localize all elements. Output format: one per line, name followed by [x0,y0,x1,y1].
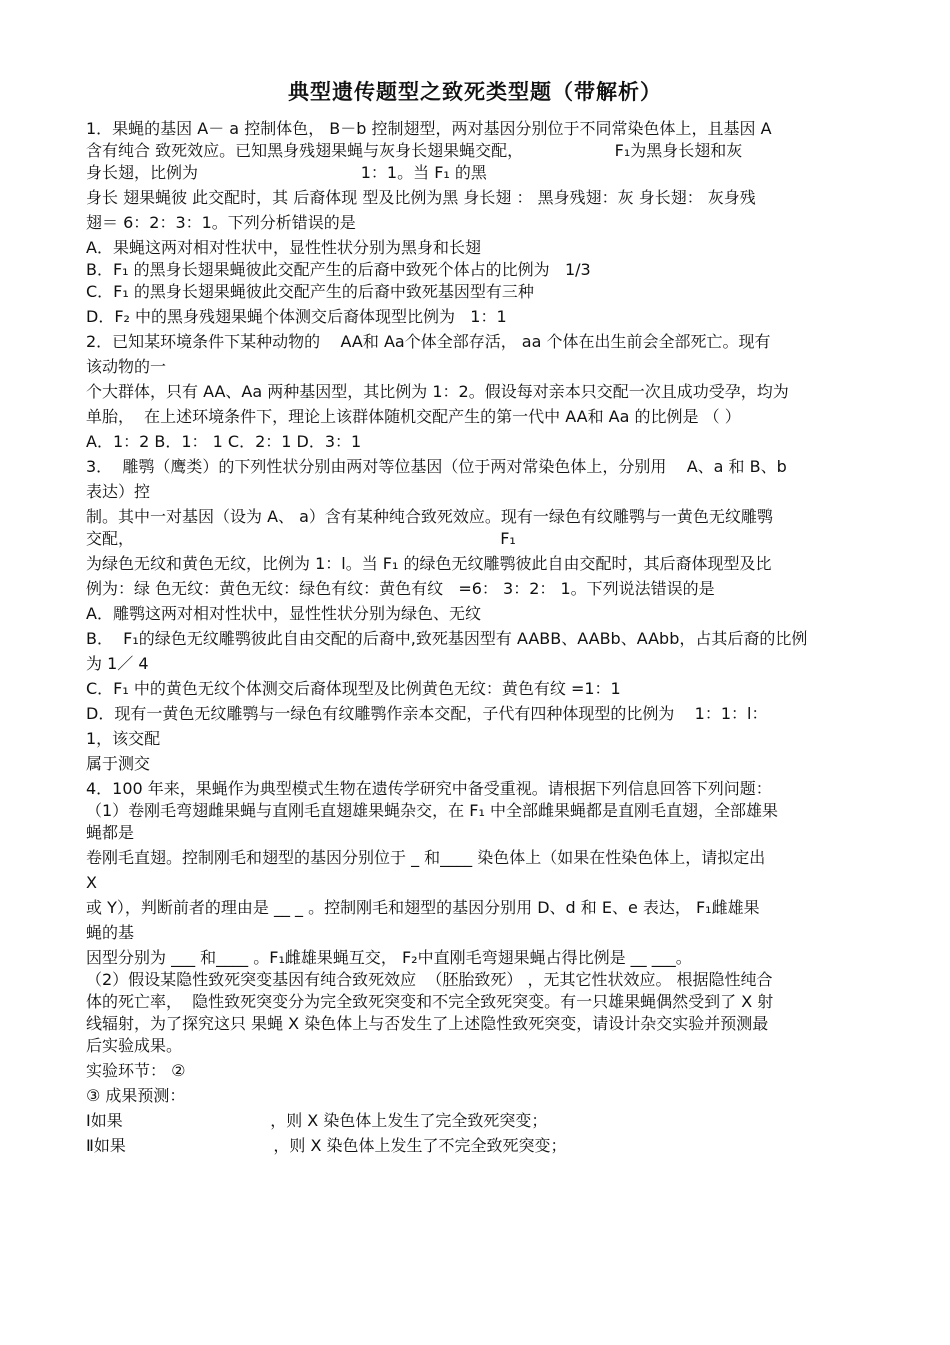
option-d: D．现有一黄色无纹雕鹗与一绿色有纹雕鹗作亲本交配，子代有四种体现型的比例为 1：1：l： [86,704,768,723]
text-line: 蝇的基 [86,923,135,942]
option-d: D．F₂ 中的黑身残翅果蝇个体测交后裔体现型比例为 1：1 [86,307,507,326]
text-line: 1．果蝇的基因 A－ a 控制体色， B－b 控制翅型，两对基因分别位于不同常染色体上，且基因 A [86,119,772,138]
text-line: 线辐射，为了探究这只 果蝇 X 染色体上与否发生了上述隐性致死突变，请设计杂交实验并预测最 [86,1014,769,1033]
text-line: 为绿色无纹和黄色无纹，比例为 1：l。当 F₁ 的绿色无纹雕鹗彼此自由交配时，其后裔体现型及比 [86,554,772,573]
text-line: 1，该交配 [86,729,161,748]
text-line: 身长翅，比例为 1：1。当 F₁ 的黑 [86,163,487,182]
options-line: A．1：2 B．1： 1 C．2：1 D．3：1 [86,432,362,451]
document-title: 典型遗传题型之致死类型题（带解析） [288,80,662,104]
text-line: 交配， F₁ [86,529,516,548]
text-line: 或 Y），判断前者的理由是 __ _ 。控制刚毛和翅型的基因分别用 D、d 和 E、e 表达， F₁雌雄果 [86,898,760,917]
text-line: 因型分别为 ___ 和____ 。F₁雌雄果蝇互交， F₂中直刚毛弯翅果蝇占得比例是 __ ___。 [86,948,692,967]
text-line: X [86,873,97,892]
text-line: 单胎， 在上述环境条件下，理论上该群体随机交配产生的第一代中 AA和 Aa 的比例是 （ ） [86,407,741,426]
text-line: 翅＝ 6：2：3：1。下列分析错误的是 [86,213,356,232]
text-line: 例为：绿 色无纹：黄色无纹：绿色有纹：黄色有纹 =6： 3：2： 1。下列说法错误的是 [86,579,715,598]
text-line: 个大群体，只有 AA、Aa 两种基因型，其比例为 1：2。假设每对亲本只交配一次且成功受孕，均为 [86,382,789,401]
text-line: ③ 成果预测： [86,1086,186,1105]
text-line: 含有纯合 致死效应。已知黑身残翅果蝇与灰身长翅果蝇交配， F₁为黑身长翅和灰 [86,141,743,160]
text-line: 3． 雕鹗（鹰类）的下列性状分别由两对等位基因（位于两对常染色体上，分别用 A、a 和 B、b [86,457,787,476]
text-line: 体的死亡率， 隐性致死突变分为完全致死突变和不完全致死突变。有一只雄果蝇偶然受到了 X 射 [86,992,774,1011]
option-c: C．F₁ 的黑身长翅果蝇彼此交配产生的后裔中致死基因型有三种 [86,282,534,301]
text-line: 该动物的一 [86,357,167,376]
option-a: A．果蝇这两对相对性状中，显性性状分别为黑身和长翅 [86,238,481,257]
document-body [86,118,876,1157]
text-line: 卷刚毛直翅。控制刚毛和翅型的基因分别位于 _ 和____ 染色体上（如果在性染色体上，请拟定出 [86,848,766,867]
text-line: 表达）控 [86,482,151,501]
text-line: Ⅰ如果 ，则 X 染色体上发生了完全致死突变； [86,1111,548,1130]
option-b: B．F₁ 的黑身长翅果蝇彼此交配产生的后裔中致死个体占的比例为 1/3 [86,260,591,279]
text-line: 为 1／ 4 [86,654,149,673]
text-line: 蝇都是 [86,823,135,842]
text-line: （2）假设某隐性致死突变基因有纯合致死效应 （胚胎致死） ，无其它性状效应。 根据隐性纯合 [86,970,773,989]
text-line: 制。其中一对基因（设为 A、 a）含有某种纯合致死效应。现有一绿色有纹雕鹗与一黄色无纹雕鹗 [86,507,773,526]
text-line: 身长 翅果蝇彼 此交配时，其 后裔体现 型及比例为黑 身长翅 ： 黑身残翅：灰 身长翅： 灰身残 [86,188,756,207]
option-b: B． F₁的绿色无纹雕鹗彼此自由交配的后裔中,致死基因型有 AABB、AABb、AAbb，占其后裔的比例 [86,629,808,648]
text-line: 后实验成果。 [86,1036,183,1055]
option-a: A．雕鹗这两对相对性状中，显性性状分别为绿色、无纹 [86,604,481,623]
text-line: 实验环节： ② [86,1061,186,1080]
text-line: （1）卷刚毛弯翅雌果蝇与直刚毛直翅雄果蝇杂交，在 F₁ 中全部雌果蝇都是直刚毛直翅，全部雄果 [86,801,778,820]
option-c: C．F₁ 中的黄色无纹个体测交后裔体现型及比例黄色无纹：黄色有纹 =1：1 [86,679,621,698]
text-line: 4．100 年来，果蝇作为典型模式生物在遗传学研究中备受重视。请根据下列信息回答下列问题： [86,779,772,798]
text-line: 2．已知某环境条件下某种动物的 AA和 Aa个体全部存活， aa 个体在出生前会全部死亡。现有 [86,332,771,351]
text-line: Ⅱ如果 ，则 X 染色体上发生了不完全致死突变； [86,1136,567,1155]
text-line: 属于测交 [86,754,151,773]
